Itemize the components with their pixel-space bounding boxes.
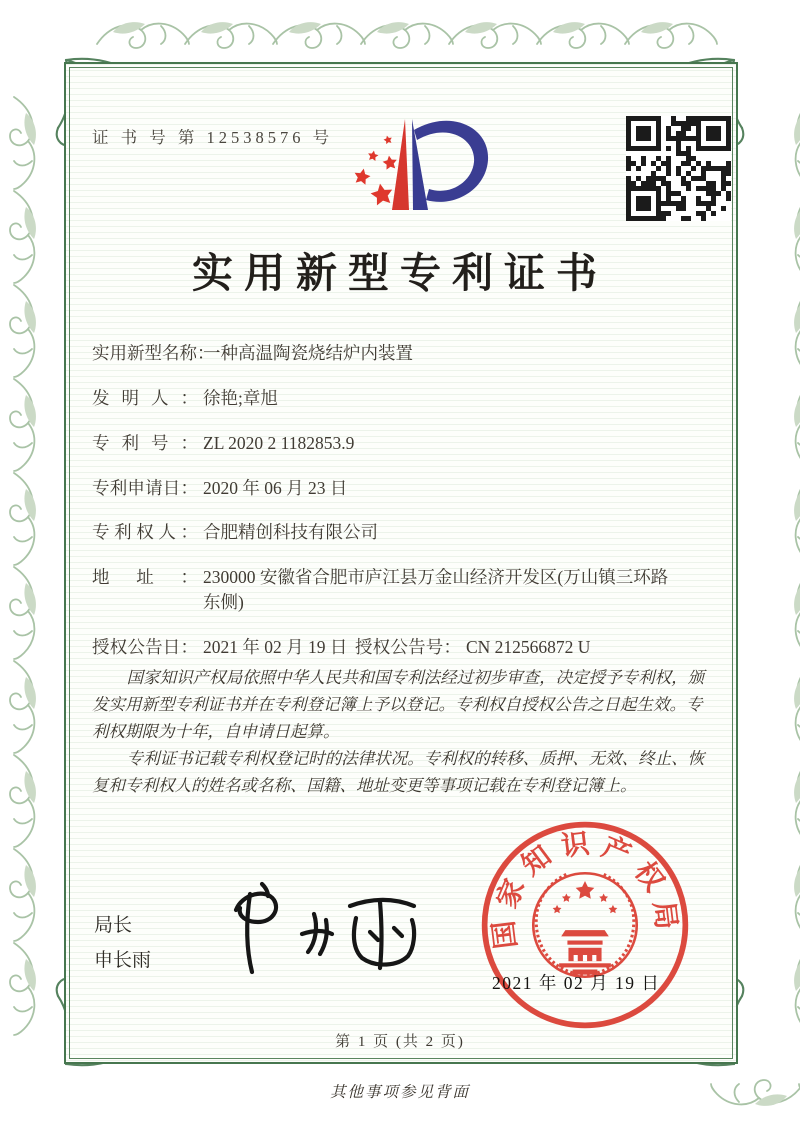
grant-no-value: CN 212566872 U — [466, 636, 591, 657]
svg-text:知: 知 — [516, 840, 558, 882]
field-value: 230000 安徽省合肥市庐江县万金山经济开发区(万山镇三环路东侧) — [203, 567, 669, 613]
field-value: 一种高温陶瓷烧结炉内装置 — [203, 343, 413, 363]
footer-note: 其他事项参见背面 — [329, 1084, 470, 1101]
field-value: 徐艳;章旭 — [203, 387, 278, 408]
signer-block — [94, 908, 151, 978]
field-row-title — [92, 341, 710, 366]
field-row-address — [92, 565, 710, 615]
field-label: 专利权人： — [92, 522, 198, 543]
signer-title: 局长 — [94, 915, 133, 936]
field-value: ZL 2020 2 1182853.9 — [203, 432, 355, 453]
field-row-filing-date — [92, 476, 710, 501]
svg-text:权: 权 — [628, 856, 670, 898]
field-label: 专利号： — [92, 432, 198, 453]
field-row-patent-no — [92, 431, 710, 456]
svg-text:局: 局 — [647, 899, 682, 932]
logo-stars — [353, 135, 398, 206]
logo-p-curve — [414, 121, 488, 202]
grant-date-label: 授权公告日： — [92, 636, 198, 657]
field-value: 2020 年 06 月 23 日 — [203, 477, 348, 498]
field-row-patentee — [92, 520, 710, 545]
certificate-number: 证 书 号 第 12538576 号 — [92, 128, 334, 147]
grant-date-value: 2021 年 02 月 19 日 — [203, 636, 348, 657]
commissioner-signature — [222, 876, 437, 986]
field-row-inventor — [92, 386, 710, 411]
logo-red-wedge — [392, 119, 409, 210]
svg-text:产: 产 — [597, 831, 636, 872]
svg-text:国: 国 — [488, 918, 523, 951]
svg-text:家: 家 — [491, 874, 532, 913]
field-label: 专利申请日： — [92, 477, 198, 498]
grant-no-label: 授权公告号： — [355, 636, 461, 657]
legal-paragraph-1: 国家知识产权局依照中华人民共和国专利法经过初步审查，决定授予专利权，颁发实用新型专利证书并在专利登记簿上予以登记。专利权自授权公告之日起生效。专利权期限为十年，自申请日起算。 — [92, 668, 705, 742]
certificate-fields — [92, 341, 710, 680]
field-label: 发明人： — [92, 387, 198, 408]
cnipa-official-seal — [466, 806, 704, 1044]
signer-name: 申长雨 — [94, 950, 152, 972]
field-row-grant — [92, 635, 710, 660]
qr-code — [626, 116, 731, 221]
field-value: 合肥精创科技有限公司 — [203, 522, 378, 543]
legal-paragraphs — [92, 664, 708, 799]
field-label: 实用新型名称： — [92, 343, 215, 363]
field-label: 地址： — [92, 567, 198, 588]
seal-emblem — [553, 881, 618, 975]
certificate-title: 实用新型专利证书 — [192, 250, 608, 296]
page-indicator: 第 1 页 (共 2 页) — [335, 1034, 465, 1050]
legal-paragraph-2: 专利证书记载专利权登记时的法律状况。专利权的转移、质押、无效、终止、恢复和专利权人的姓名或名称、国籍、地址变更等事项记载在专利登记簿上。 — [92, 749, 705, 796]
seal-date: 2021 年 02 月 19 日 — [492, 973, 661, 993]
svg-text:识: 识 — [559, 828, 592, 863]
cnipa-logo — [332, 106, 512, 236]
